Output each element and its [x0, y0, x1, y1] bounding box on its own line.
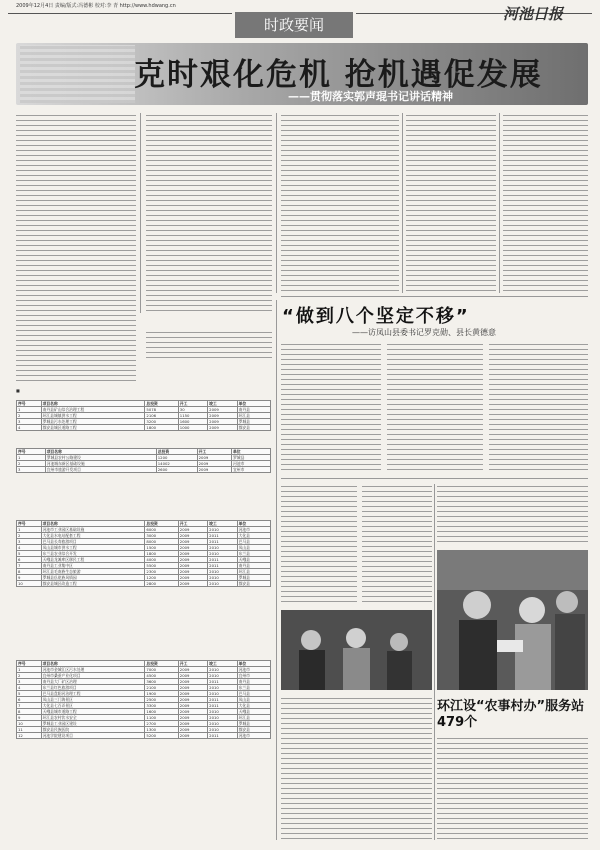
table-cell: 巴马县长寿旅游项目 [41, 539, 145, 545]
table-row [17, 425, 271, 431]
table-cell: 2011 [208, 557, 237, 563]
table-cell: 环江县 [237, 715, 270, 721]
table-cell: 2 [17, 673, 42, 679]
table-cell: 凤山县 [237, 545, 270, 551]
table-cell: 2009 [178, 581, 207, 587]
table-cell: 宜州市旅游开发项目 [45, 467, 156, 473]
table-cell: 6 [17, 557, 42, 563]
article4-col-2 [362, 484, 432, 604]
table-cell: 开工 [178, 661, 207, 667]
table-cell: 3 [17, 539, 42, 545]
table-cell: 巴马县盘阳河治理工程 [41, 691, 145, 697]
table-cell: 7 [17, 703, 42, 709]
column-divider [499, 113, 500, 293]
table-cell: 2009 [178, 673, 207, 679]
table-cell: 罗城县农村公路建设 [45, 455, 156, 461]
table-cell: 2009 [178, 551, 207, 557]
article4-col-1 [281, 484, 357, 604]
table-cell: 开工 [197, 449, 231, 455]
table-cell: 4 [17, 545, 42, 551]
table-cell: 单位 [231, 449, 270, 455]
table-cell: 2300 [145, 569, 178, 575]
table-cell: 3300 [145, 703, 178, 709]
table-cell: 南丹县工业集中区 [41, 563, 145, 569]
table-cell: 2009 [178, 539, 207, 545]
table-cell: 3 [17, 419, 42, 425]
table-cell: 3600 [145, 679, 178, 685]
news-photo-group [281, 610, 432, 690]
table-cell: 宜州市桑蚕产业化项目 [41, 673, 145, 679]
column-divider [434, 484, 435, 840]
table-cell: 凤山县三门海景区 [41, 697, 145, 703]
page-header [0, 0, 600, 44]
article2-subhead: ——访凤山县委书记罗克勋、县长黄德意 [352, 328, 496, 337]
table-cell: 4 [17, 425, 42, 431]
photo-illustration [281, 610, 432, 690]
table-cell: 2010 [208, 527, 237, 533]
table-cell: 罗城县污水处理工程 [41, 419, 145, 425]
table-cell: 开工 [178, 401, 207, 407]
article2-headline: “做到八个坚定不移” [282, 306, 470, 327]
table-row [17, 581, 271, 587]
table-cell: 1600 [178, 419, 207, 425]
table-cell: 2010 [208, 575, 237, 581]
table-cell: 8 [17, 569, 42, 575]
table-cell: 巴马县 [237, 691, 270, 697]
table-cell: 总投资 [145, 521, 178, 527]
table-cell: 罗城县仫佬族风情园 [41, 575, 145, 581]
table-cell: 6000 [145, 527, 178, 533]
table-cell: 1100 [145, 715, 178, 721]
table-cell: 2011 [208, 539, 237, 545]
table-cell: 1000 [178, 425, 207, 431]
table-cell: 2010 [208, 673, 237, 679]
table-cell: 项目名称 [41, 661, 145, 667]
table-cell: 环江县 [237, 413, 270, 419]
lead-article-tail [146, 330, 272, 360]
table-cell: 2009 [197, 461, 231, 467]
table-cell: 2 [17, 533, 42, 539]
table-cell: 总投资 [156, 449, 197, 455]
table-cell: 都安县民族医院 [41, 727, 145, 733]
table-cell: 南丹县 [237, 679, 270, 685]
table-cell: 序号 [17, 449, 46, 455]
table-cell: 项目名称 [41, 401, 145, 407]
table-cell: 大化县七百弄景区 [41, 703, 145, 709]
table-cell: 2009 [178, 727, 207, 733]
table-cell: 项目名称 [45, 449, 156, 455]
table-cell: 1800 [145, 551, 178, 557]
lead-article-col-5 [503, 113, 588, 293]
lead-headline: 克时艰化危机 抢机遇促发展 [134, 57, 543, 93]
table-cell: 罗城县工业园区建设 [41, 721, 145, 727]
table-cell: 30 [178, 407, 207, 413]
table-cell: 环江县农村饮水安全 [41, 715, 145, 721]
table-cell: 1 [17, 407, 42, 413]
table-cell: 2 [17, 461, 46, 467]
table-cell: 7000 [145, 667, 178, 673]
table-cell: 天峨县城市道路工程 [41, 709, 145, 715]
table-cell: 东兰县农业综合开发 [41, 551, 145, 557]
table-cell: 序号 [17, 661, 42, 667]
table-cell: 2011 [208, 733, 237, 739]
table-cell: 2500 [145, 697, 178, 703]
table-cell: 1200 [156, 455, 197, 461]
table-cell: 竣工 [208, 401, 237, 407]
lead-article-col-3 [281, 113, 399, 293]
table-cell: 2010 [208, 667, 237, 673]
table-cell: 河池市 [237, 527, 270, 533]
table-cell: 2011 [208, 679, 237, 685]
table-cell: 3 [17, 467, 46, 473]
project-table-2 [16, 448, 271, 473]
table-cell: 2011 [208, 697, 237, 703]
table-cell: 2010 [208, 581, 237, 587]
table-cell: 2010 [208, 545, 237, 551]
article2-col-3 [489, 342, 588, 472]
table-cell: 9 [17, 715, 42, 721]
news-photo-people [437, 550, 588, 690]
table-cell: 2009 [178, 709, 207, 715]
table-cell: 8 [17, 709, 42, 715]
table-cell: 4000 [145, 557, 178, 563]
table-cell: 河池市 [231, 461, 270, 467]
table-cell: 6 [17, 697, 42, 703]
table-cell: 2 [17, 413, 42, 419]
table-cell: 河池城东新区基础设施 [45, 461, 156, 467]
table-cell: 序号 [17, 521, 42, 527]
table-cell: 总投资 [145, 661, 178, 667]
table-cell: 南丹县矿山综合治理工程 [41, 407, 145, 413]
table-cell: 12 [17, 733, 42, 739]
newspaper-masthead: 河池日报 [503, 5, 564, 23]
section-title: 时政要闻 [235, 12, 353, 38]
column-divider [276, 113, 277, 293]
table-cell: 2009 [178, 685, 207, 691]
table-cell: 7 [17, 563, 42, 569]
table-cell: 2010 [208, 551, 237, 557]
table-cell: 2700 [145, 721, 178, 727]
article3-body [437, 736, 588, 841]
table-cell: 2009 [178, 563, 207, 569]
table-cell: 2009 [178, 533, 207, 539]
table-cell: 天峨县龙滩库区移民工程 [41, 557, 145, 563]
table-cell: 4500 [145, 673, 178, 679]
table-cell: 单位 [237, 521, 270, 527]
table-cell: 2009 [197, 467, 231, 473]
table-cell: 2009 [178, 545, 207, 551]
table-cell: 1 [17, 667, 42, 673]
lead-banner [16, 43, 588, 105]
table-cell: 环江县 [237, 569, 270, 575]
table-cell: 竣工 [208, 661, 237, 667]
table-cell: 巴马县 [237, 539, 270, 545]
table-cell: 2010 [208, 691, 237, 697]
table-row [17, 733, 271, 739]
table-cell: 9 [17, 575, 42, 581]
table-cell: 1 [17, 527, 42, 533]
project-table-4 [16, 660, 271, 739]
table-cell: 开工 [178, 521, 207, 527]
banner-watermark [20, 45, 135, 103]
table-cell: 1500 [145, 545, 178, 551]
table-cell: 环江县毛南族生态旅游 [41, 569, 145, 575]
table-cell: 总投资 [145, 401, 178, 407]
table-cell: 河池市 [237, 733, 270, 739]
article4-col-3 [437, 484, 588, 544]
table-cell: 2009 [178, 667, 207, 673]
table-cell: 都安县 [237, 581, 270, 587]
header-rule-left [8, 13, 232, 14]
table-cell: 14002 [156, 461, 197, 467]
table-cell: 2009 [197, 455, 231, 461]
table-cell: 都安县 [237, 727, 270, 733]
table-cell: 5 [17, 691, 42, 697]
table-cell: 罗城县 [231, 455, 270, 461]
table-cell: 东兰县 [237, 685, 270, 691]
table-cell: 2011 [208, 533, 237, 539]
table-cell: 2010 [208, 569, 237, 575]
column-divider [276, 300, 277, 840]
table-cell: 3 [17, 679, 42, 685]
column-divider [402, 113, 403, 293]
table-cell: 东兰县 [237, 551, 270, 557]
table-cell: 4 [17, 685, 42, 691]
table-cell: 2106 [145, 413, 178, 419]
table-cell: 2800 [145, 581, 178, 587]
table-caption: ■ [16, 388, 20, 393]
table-cell: 1800 [145, 425, 178, 431]
table-cell: 2009 [178, 527, 207, 533]
table-cell: 5200 [145, 733, 178, 739]
photo-illustration [437, 550, 588, 690]
table-cell: 序号 [17, 401, 42, 407]
table-cell: 竣工 [208, 521, 237, 527]
article3-headline: 环江设“农事村办”服务站479个 [437, 699, 585, 730]
table-cell: 单位 [237, 661, 270, 667]
table-cell: 罗城县 [237, 419, 270, 425]
table-cell: 河池市 [237, 667, 270, 673]
article-divider [281, 296, 588, 297]
table-cell: 大化县 [237, 703, 270, 709]
table-cell: 2009 [178, 697, 207, 703]
table-cell: 2009 [208, 425, 237, 431]
lead-subhead: ——贯彻落实郭声琨书记讲话精神 [288, 90, 453, 103]
table-cell: 凤山县城市供水工程 [41, 545, 145, 551]
table-cell: 5078 [145, 407, 178, 413]
lead-article-col-1 [16, 113, 136, 383]
table-cell: 2009 [178, 715, 207, 721]
table-cell: 都安县 [237, 425, 270, 431]
table-row [17, 467, 271, 473]
table-cell: 2009 [178, 679, 207, 685]
table-cell: 2009 [178, 733, 207, 739]
table-cell: 项目名称 [41, 521, 145, 527]
table-cell: 2009 [178, 691, 207, 697]
article2-col-2 [387, 342, 483, 472]
table-cell: 2010 [208, 727, 237, 733]
table-cell: 3000 [145, 533, 178, 539]
table-cell: 河池市金城江区污水处理 [41, 667, 145, 673]
table-cell: 1200 [145, 575, 178, 581]
issue-meta: 2009年12月4日 责编/版式:冯德彬 校对:李 青 http://www.hdwang.cn [16, 3, 176, 9]
article5-body [281, 696, 432, 841]
table-cell: 5500 [145, 563, 178, 569]
table-cell: 罗城县 [237, 575, 270, 581]
table-cell: 1600 [145, 709, 178, 715]
table-cell: 10 [17, 581, 42, 587]
table-cell: 2009 [178, 575, 207, 581]
table-cell: 2010 [208, 715, 237, 721]
table-cell: 11 [17, 727, 42, 733]
table-cell: 2009 [178, 703, 207, 709]
table-cell: 8000 [145, 539, 178, 545]
table-cell: 南丹县 [237, 563, 270, 569]
table-cell: 2009 [178, 569, 207, 575]
table-cell: 2009 [208, 419, 237, 425]
table-cell: 2009 [178, 557, 207, 563]
project-table-3 [16, 520, 271, 587]
table-cell: 罗城县 [237, 721, 270, 727]
table-cell: 2011 [208, 703, 237, 709]
table-cell: 2100 [145, 685, 178, 691]
table-cell: 1 [17, 455, 46, 461]
table-cell: 东兰县红色旅游项目 [41, 685, 145, 691]
table-cell: 天峨县 [237, 557, 270, 563]
table-cell: 2010 [208, 721, 237, 727]
table-cell: 10 [17, 721, 42, 727]
article-divider [281, 478, 588, 479]
lead-article-col-2 [146, 113, 272, 313]
table-cell: 天峨县 [237, 709, 270, 715]
table-cell: 南丹县 [237, 407, 270, 413]
table-cell: 都安县城区道路工程 [41, 425, 145, 431]
table-cell: 3200 [145, 419, 178, 425]
lead-article-col-4 [406, 113, 496, 293]
table-cell: 2600 [156, 467, 197, 473]
table-cell: 南丹县大厂矿区治理 [41, 679, 145, 685]
table-cell: 大化县水电站配套工程 [41, 533, 145, 539]
table-cell: 2010 [208, 709, 237, 715]
table-cell: 单位 [237, 401, 270, 407]
table-cell: 2009 [208, 413, 237, 419]
table-cell: 宜州市 [237, 673, 270, 679]
table-cell: 2011 [208, 563, 237, 569]
table-cell: 环江县城镇供水工程 [41, 413, 145, 419]
table-cell: 1900 [145, 691, 178, 697]
column-divider [140, 113, 141, 313]
table-cell: 宜州市 [231, 467, 270, 473]
table-cell: 河池学院建设项目 [41, 733, 145, 739]
table-cell: 2009 [208, 407, 237, 413]
table-cell: 凤山县 [237, 697, 270, 703]
table-cell: 河池市工业园区基础设施 [41, 527, 145, 533]
table-cell: 都安县城区改造工程 [41, 581, 145, 587]
table-cell: 1300 [145, 727, 178, 733]
table-cell: 2010 [208, 685, 237, 691]
table-cell: 大化县 [237, 533, 270, 539]
table-cell: 2009 [178, 721, 207, 727]
table-cell: 5 [17, 551, 42, 557]
project-table-1 [16, 400, 271, 431]
article2-col-1 [281, 342, 381, 472]
table-cell: 1150 [178, 413, 207, 419]
